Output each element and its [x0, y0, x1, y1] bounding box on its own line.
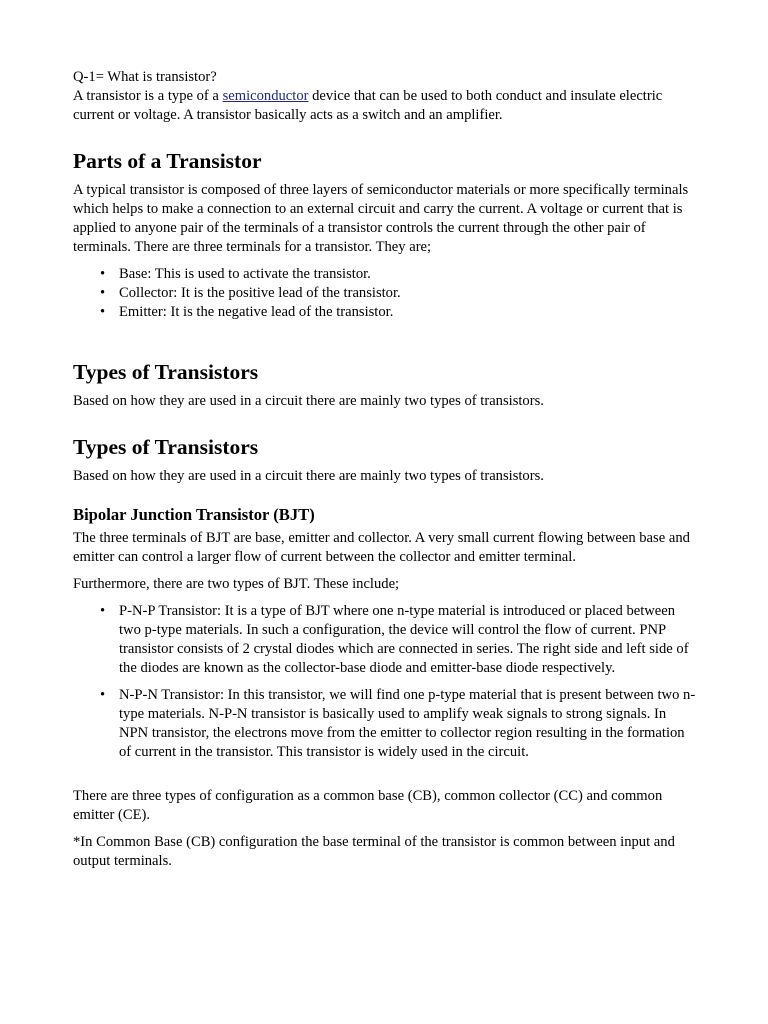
list-item-text: P-N-P Transistor: It is a type of BJT where one n-type material is introduced or placed between two p-type materials. In such a configuration, the device will control the flow of current. PNP transistor consists of 2 crystal diodes which are connected in series. The right side and left side of the diodes are known as the collector-base diode and emitter-base diode respectively. [119, 603, 689, 676]
config-paragraph-1: There are three types of configuration as a common base (CB), common collector (CC) and common emitter (CE). [73, 788, 663, 823]
document-page [73, 68, 698, 871]
parts-paragraph: A typical transistor is composed of three layers of semiconductor materials or more specifically terminals which helps to make a connection to an external circuit and carry the current. A voltage or current that is applied to anyone pair of the terminals of a transistor controls the current through the other pair of terminals. There are three terminals for a transistor. They are; [73, 182, 689, 255]
bullet-icon: • [100, 285, 106, 301]
bullet-icon: • [100, 687, 106, 703]
intro-text-start: A transistor is a type of a [73, 88, 223, 104]
types-heading-1: Types of Transistors [73, 360, 259, 384]
intro-paragraph [73, 87, 698, 125]
semiconductor-link[interactable]: semiconductor [222, 88, 309, 104]
list-item-text: N-P-N Transistor: In this transistor, we will find one p-type material that is present between two n-type materials. N-P-N transistor is basically used to amplify weak signals to strong signals. In NPN transistor, the electrons move from the emitter to collector region resulting in the formation of current in the transistor. This transistor is widely used in the circuit. [119, 687, 696, 760]
list-item [73, 686, 698, 762]
list-item [73, 303, 698, 322]
list-item [73, 602, 698, 678]
config-paragraph-2: *In Common Base (CB) configuration the base terminal of the transistor is common between input and output terminals. [73, 834, 675, 869]
bjt-paragraph-1: The three terminals of BJT are base, emitter and collector. A very small current flowing between base and emitter can control a larger flow of current between the collector and emitter terminal. [73, 530, 690, 565]
bullet-icon: • [100, 266, 106, 282]
bullet-icon: • [100, 304, 106, 320]
list-item-text: Emitter: It is the negative lead of the transistor. [119, 304, 394, 320]
list-item-text: Base: This is used to activate the transistor. [119, 266, 371, 282]
bjt-types-list [73, 602, 698, 762]
question-text: Q-1= What is transistor? [73, 69, 217, 85]
list-item [73, 284, 698, 303]
list-item [73, 265, 698, 284]
types-paragraph-2: Based on how they are used in a circuit there are mainly two types of transistors. [73, 468, 544, 484]
parts-heading: Parts of a Transistor [73, 149, 262, 173]
list-item-text: Collector: It is the positive lead of the transistor. [119, 285, 401, 301]
bullet-icon: • [100, 603, 106, 619]
intro-text-end: device that can be used to both conduct and insulate electric current or voltage. A transistor basically acts as a switch and an amplifier. [73, 88, 663, 123]
terminals-list [73, 265, 698, 322]
bjt-paragraph-2: Furthermore, there are two types of BJT. These include; [73, 576, 400, 592]
bjt-heading: Bipolar Junction Transistor (BJT) [73, 505, 315, 524]
types-paragraph-1: Based on how they are used in a circuit there are mainly two types of transistors. [73, 393, 544, 409]
types-heading-2: Types of Transistors [73, 435, 259, 459]
